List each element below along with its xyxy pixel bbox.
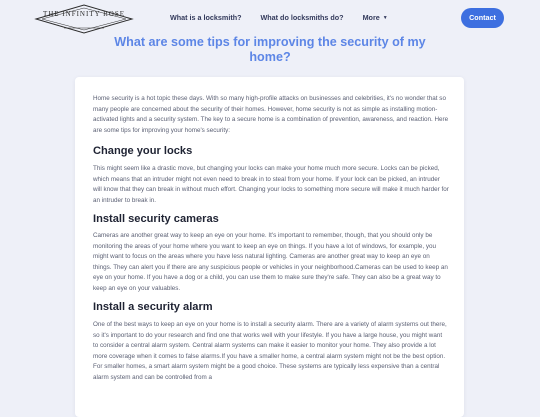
article-intro: Home security is a hot topic these days. With so many high-profile attacks on businesses and celebrities, it's no wonder that so many people are concerned about the security of their homes. However, home security is not as simple as installing motion-activated lights and a security system. The key to a secure home is a combination of prevention, awareness, and reaction. Here are some tips for improving your home's security: (93, 95, 449, 134)
contact-button[interactable]: Contact (461, 8, 504, 28)
section-heading-change-locks: Change your locks (93, 145, 193, 157)
nav-link-what-is-a-locksmith[interactable]: What is a locksmith? (170, 13, 242, 22)
section-body-security-cameras: Cameras are another great way to keep an eye on your home. It's important to remember, though, that you should only be monitoring the areas of your home where you want to keep an eye on things. If you have a lot of windows, for example, you might want to focus on the areas where you have less natural lighting. Cameras are another great way to keep an eye on things. They can alert you if there are any suspicious people or vehicles in your neighborhood.Cameras can be used to keep an eye on your home. If you have a dog or a child, you can use them to make sure they're safe. They can also be a great way to keep an eye on your valuables. (93, 232, 448, 292)
main-nav (170, 13, 407, 22)
section-body-change-locks: This might seem like a drastic move, but changing your locks can make your home much more secure. Locks can be picked, which means that an intruder might not even need to break in to steal from your home. If your lock can be picked, an intruder will know that they can break in without much effort. Changing your locks to something more secure will make it much harder for an intruder to break in. (93, 165, 449, 204)
logo-emblem-icon (34, 4, 134, 34)
article-card (75, 77, 464, 417)
logo-text: THE INFINITY ROSE (42, 10, 126, 18)
nav-more-dropdown[interactable] (363, 13, 388, 22)
article-body (93, 94, 449, 383)
nav-more-label: More (362, 13, 380, 22)
section-body-security-alarm: One of the best ways to keep an eye on your home is to install a security alarm. There are a variety of alarm systems out there, so it's important to do your research and find one that works well with your lifestyle. If you have a large house, you might want to consider a central alarm system. Central alarm systems can make it easier to monitor your home. They also provide a lot more coverage when it comes to false alarms.If you have a smaller home, a central alarm system might not be the best option. For smaller homes, a smart alarm system might be a good choice. These systems are typically less expensive than a central alarm system and can be controlled from a (93, 321, 447, 381)
chevron-down-icon: ▼ (382, 15, 388, 21)
site-header (0, 0, 540, 75)
section-heading-security-alarm: Install a security alarm (93, 301, 213, 313)
page-title: What are some tips for improving the security of my home? (114, 35, 426, 64)
section-heading-security-cameras: Install security cameras (93, 213, 219, 225)
nav-link-what-do-locksmiths-do[interactable]: What do locksmiths do? (260, 13, 344, 22)
site-logo[interactable] (34, 4, 134, 34)
